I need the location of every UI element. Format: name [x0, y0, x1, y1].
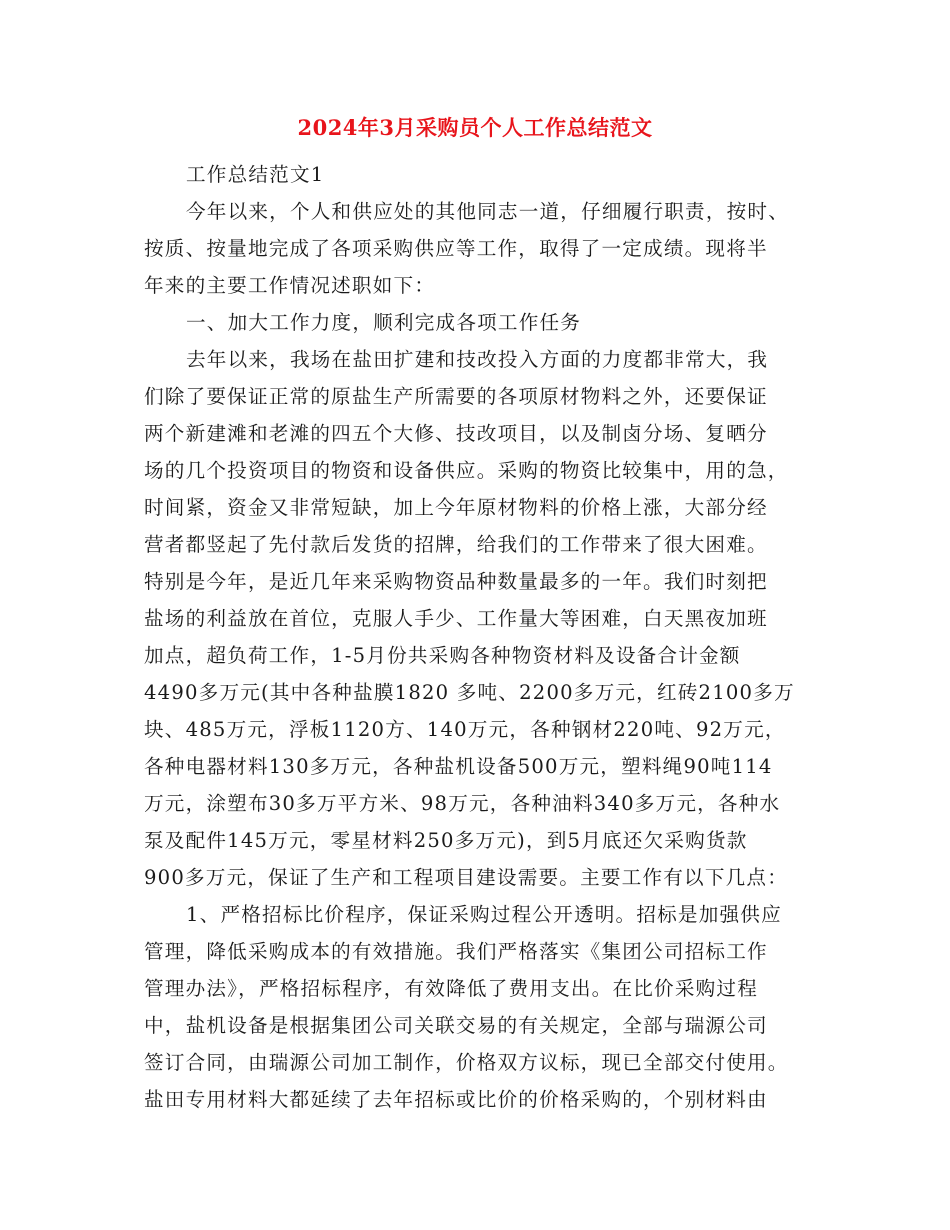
paragraph-line: 时间紧，资金又非常短缺，加上今年原材物料的价格上涨，大部分经	[144, 496, 768, 519]
section-heading: 工作总结范文1	[186, 163, 325, 186]
paragraph-line: 4490多万元(其中各种盐膜1820 多吨、2200多万元，红砖2100多万	[144, 681, 795, 704]
paragraph-line: 今年以来，个人和供应处的其他同志一道，仔细履行职责，按时、	[186, 200, 790, 223]
paragraph-line: 管理办法》，严格招标程序，有效降低了费用支出。在比价采购过程	[144, 977, 759, 1000]
paragraph-line: 签订合同，由瑞源公司加工制作，价格双方议标，现已全部交付使用。	[144, 1051, 789, 1074]
paragraph-line: 场的几个投资项目的物资和设备供应。采购的物资比较集中，用的急，	[144, 459, 789, 482]
paragraph-line: 万元，涂塑布30多万平方米、98万元，各种油料340多万元，各种水	[144, 792, 781, 815]
paragraph-line: 1、严格招标比价程序，保证采购过程公开透明。招标是加强供应	[186, 903, 782, 926]
paragraph-line: 盐场的利益放在首位，克服人手少、工作量大等困难，白天黑夜加班	[144, 607, 768, 630]
paragraph-line: 按质、按量地完成了各项采购供应等工作，取得了一定成绩。现将半	[144, 237, 768, 260]
document-title: 2024年3月采购员个人工作总结范文	[297, 115, 653, 140]
section-heading: 一、加大工作力度，顺利完成各项工作任务	[186, 311, 582, 334]
paragraph-line: 营者都竖起了先付款后发货的招牌，给我们的工作带来了很大困难。	[144, 533, 768, 556]
paragraph-line: 年来的主要工作情况述职如下：	[144, 274, 436, 297]
paragraph-line: 中，盐机设备是根据集团公司关联交易的有关规定，全部与瑞源公司	[144, 1014, 768, 1037]
paragraph-line: 两个新建滩和老滩的四五个大修、技改项目，以及制卤分场、复晒分	[144, 422, 768, 445]
paragraph-line: 盐田专用材料大都延续了去年招标或比价的价格采购的，个别材料由	[144, 1088, 768, 1111]
paragraph-line: 900多万元，保证了生产和工程项目建设需要。主要工作有以下几点：	[144, 866, 789, 889]
paragraph-line: 们除了要保证正常的原盐生产所需要的各项原材物料之外，还要保证	[144, 385, 768, 408]
paragraph-line: 块、485万元，浮板1120方、140万元，各种钢材220吨、92万元，	[144, 718, 786, 741]
paragraph-line: 泵及配件145万元，零星材料250多万元)，到5月底还欠采购货款	[144, 829, 748, 852]
paragraph-line: 管理，降低采购成本的有效措施。我们严格落实《集团公司招标工作	[144, 940, 768, 963]
paragraph-line: 加点，超负荷工作，1-5月份共采购各种物资材料及设备合计金额	[144, 644, 741, 667]
paragraph-line: 各种电器材料130多万元，各种盐机设备500万元，塑料绳90吨114	[144, 755, 773, 778]
paragraph-line: 去年以来，我场在盐田扩建和技改投入方面的力度都非常大，我	[186, 348, 769, 371]
paragraph-line: 特别是今年，是近几年来采购物资品种数量最多的一年。我们时刻把	[144, 570, 768, 593]
